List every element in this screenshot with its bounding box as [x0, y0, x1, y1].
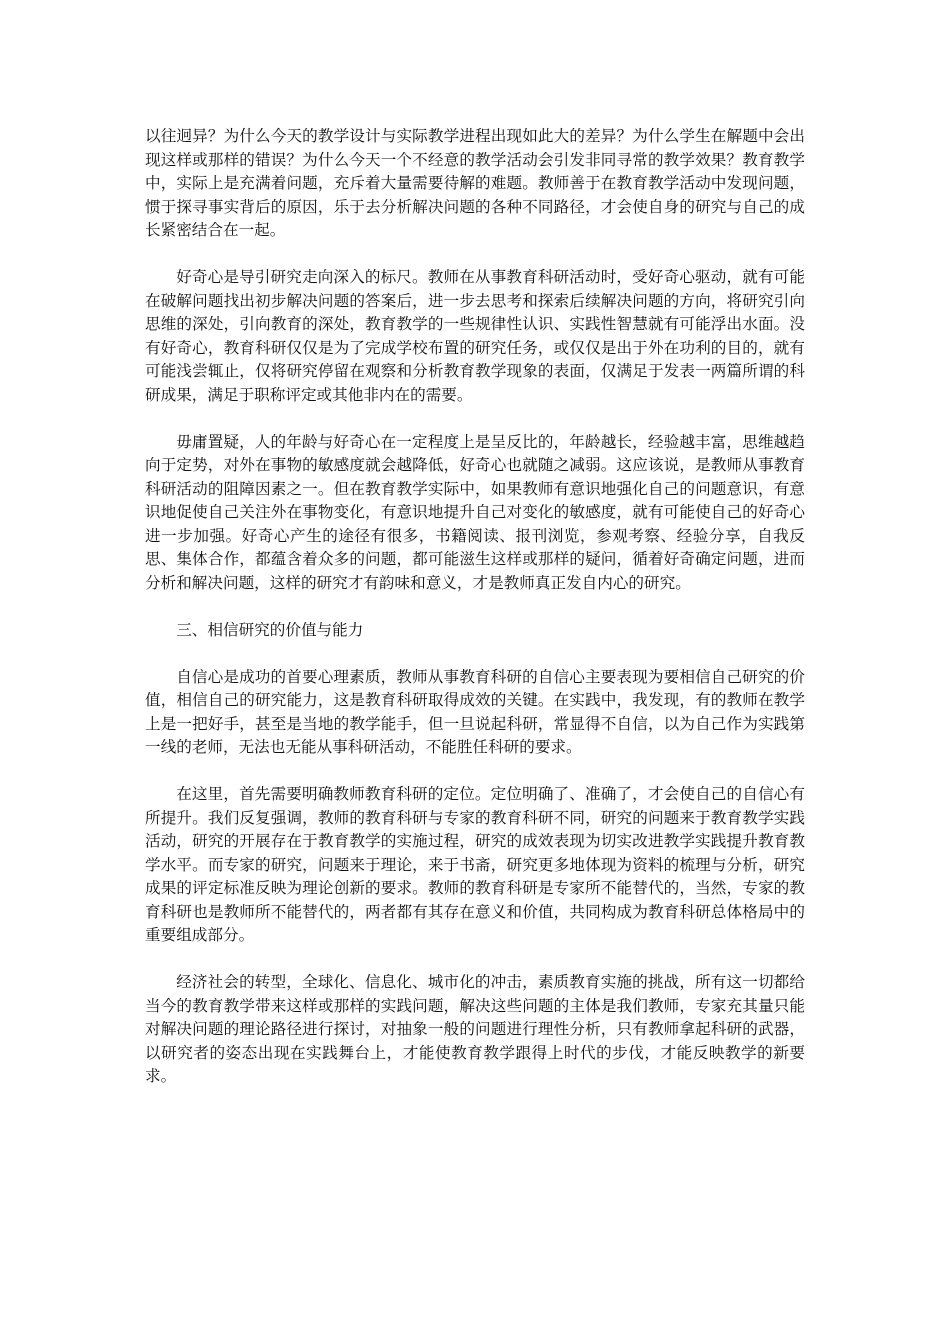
- paragraph-social-transition: 经济社会的转型，全球化、信息化、城市化的冲击，素质教育实施的挑战，所有这一切都给当今的教育教学带来这样或那样的实践问题，解决这些问题的主体是我们教师，专家充其量只能对解决问题的理论路径进行探讨，对抽象一般的问题进行理性分析，只有教师拿起科研的武器，以研究者的姿态出现在实践舞台上，才能使教育教学跟得上时代的步伐，才能反映教学的新要求。: [145, 973, 805, 1085]
- section-heading: 三、相信研究的价值与能力: [176, 620, 364, 639]
- paragraph-positioning: 在这里，首先需要明确教师教育科研的定位。定位明确了、准确了，才会使自己的自信心有所提升。我们反复强调，教师的教育科研与专家的教育科研不同，研究的问题来于教育教学实践活动，研究的开展存在于教育教学的实施过程，研究的成效表现为切实改进教学实践提升教育教学水平。而专家的研究，问题来于理论，来于书斋，研究更多地体现为资料的梳理与分析，研究成果的评定标准反映为理论创新的要求。教师的教育科研是专家所不能替代的，当然，专家的教育科研也是教师所不能替代的，两者都有其存在意义和价值，共同构成为教育科研总体格局中的重要组成部分。: [145, 785, 805, 944]
- paragraph-continuation: 以往迥异？为什么今天的教学设计与实际教学进程出现如此大的差异？为什么学生在解题中会出现这样或那样的错误？为什么今天一个不经意的教学活动会引发非同寻常的教学效果？教育教学中，实际上是充满着问题，充斥着大量需要待解的难题。教师善于在教育教学活动中发现问题，惯于探寻事实背后的原因，乐于去分析解决问题的各种不同路径，才会使自身的研究与自己的成长紧密结合在一起。: [145, 127, 805, 239]
- paragraph-curiosity: 好奇心是导引研究走向深入的标尺。教师在从事教育科研活动时，受好奇心驱动，就有可能在破解问题找出初步解决问题的答案后，进一步去思考和探索后续解决问题的方向，将研究引向思维的深处，引向教育的深处，教育教学的一些规律性认识、实践性智慧就有可能浮出水面。没有好奇心，教育科研仅仅是为了完成学校布置的研究任务，或仅仅是出于外在功利的目的，就有可能浅尝辄止，仅将研究停留在观察和分析教育教学现象的表面，仅满足于发表一两篇所谓的科研成果，满足于职称评定或其他非内在的需要。: [145, 268, 805, 404]
- document-page: [145, 125, 805, 1112]
- paragraph-age-curiosity: 毋庸置疑，人的年龄与好奇心在一定程度上是呈反比的，年龄越长，经验越丰富，思维越趋向于定势，对外在事物的敏感度就会越降低，好奇心也就随之减弱。这应该说，是教师从事教育科研活动的阻障因素之一。但在教育教学实际中，如果教师有意识地强化自己的问题意识，有意识地促使自己关注外在事物变化，有意识地提升自己对变化的敏感度，就有可能使自己的好奇心进一步加强。好奇心产生的途径有很多，书籍阅读、报刊浏览，参观考察、经验分享，自我反思、集体合作，都蕴含着众多的问题，都可能滋生这样或那样的疑问，循着好奇确定问题，进而分析和解决问题，这样的研究才有韵味和意义，才是教师真正发自内心的研究。: [145, 432, 805, 592]
- paragraph-confidence: 自信心是成功的首要心理素质，教师从事教育科研的自信心主要表现为要相信自己研究的价值，相信自己的研究能力，这是教育科研取得成效的关键。在实践中，我发现，有的教师在教学上是一把好手，甚至是当地的教学能手，但一旦说起科研，常显得不自信，以为自己作为实践第一线的老师，无法也无能从事科研活动，不能胜任科研的要求。: [145, 667, 805, 756]
